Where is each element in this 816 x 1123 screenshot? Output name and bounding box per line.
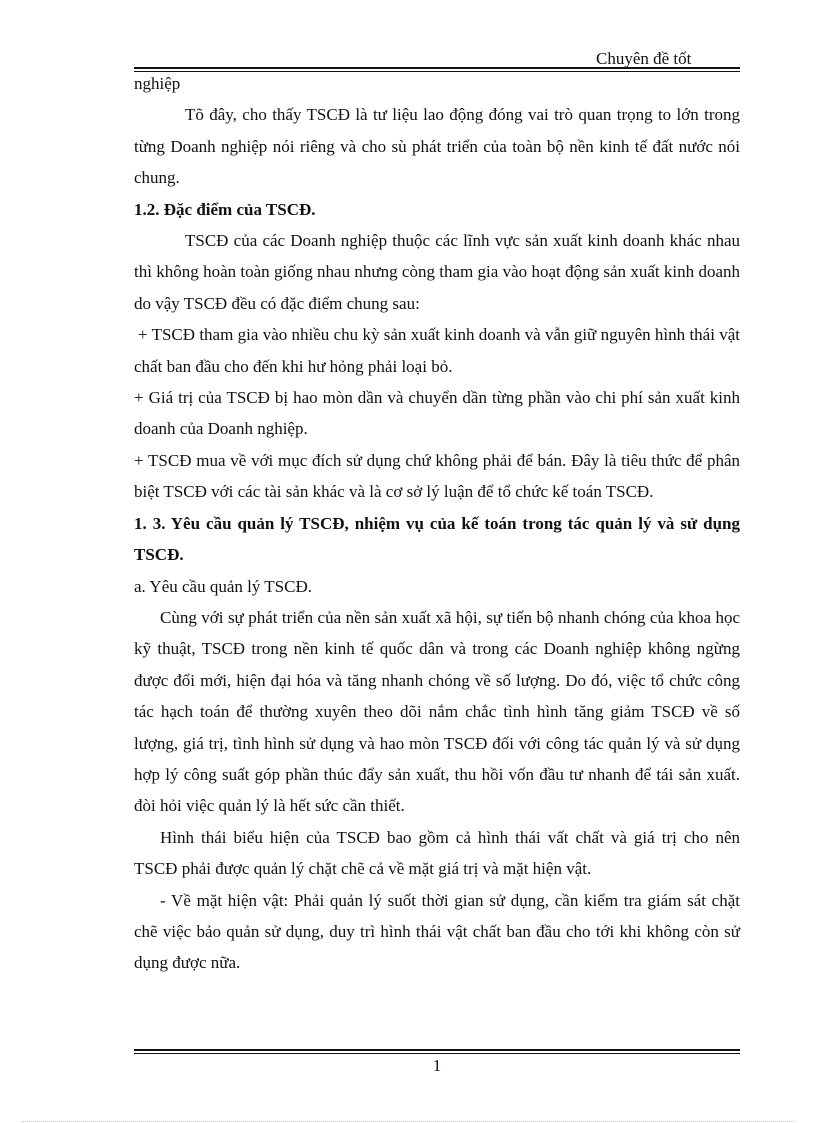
subsection-heading: a. Yêu cầu quản lý TSCĐ.	[134, 576, 312, 596]
footer-rule-thick	[134, 1049, 740, 1051]
section-heading: 1.2. Đặc điểm của TSCĐ.	[134, 199, 316, 219]
running-header: Chuyên đề tốt	[596, 49, 692, 68]
paragraph: Tõ đây, cho thấy TSCĐ là tư liệu lao động đóng vai trò quan trọng to lớn trong từng Doanh nghiệp nói riêng và cho sù phát triển của toàn bộ nền kinh tế đất nước nói chung.	[134, 105, 740, 188]
footer-rule-thin	[134, 1053, 740, 1054]
document-body	[134, 68, 740, 979]
bullet-item: + TSCĐ mua về với mục đích sử dụng chứ không phải để bán. Đây là tiêu thức để phân biệt TSCĐ với các tài sản khác và là cơ sở lý luận để tổ chức kế toán TSCĐ.	[134, 450, 740, 502]
paragraph: TSCĐ của các Doanh nghiệp thuộc các lĩnh vực sản xuất kinh doanh khác nhau thì không hoàn toàn giống nhau nhưng còng tham gia vào hoạt động sản xuất kinh doanh do vậy TSCĐ đều có đặc điểm chung sau:	[134, 231, 740, 313]
paragraph: Cùng với sự phát triển của nền sản xuất xã hội, sự tiến bộ nhanh chóng của khoa học kỹ thuật, TSCĐ trong nền kinh tế quốc dân và trong các Doanh nghiệp không ngừng được đổi mới, hiện đại hóa và tăng nhanh chóng về số lượng. Do đó, việc tổ chức công tác hạch toán để thường xuyên theo dõi nắm chắc tình hình tăng giảm TSCĐ về số lượng, giá trị, tình hình sử dụng và hao mòn TSCĐ đối với công tác quản lý và sử dụng hợp lý công suất góp phần thúc đẩy sản xuất, thu hồi vốn đầu tư nhanh để tái sản xuất. đòi hỏi việc quản lý là hết sức cần thiết.	[134, 607, 740, 816]
paragraph-continuation: nghiệp	[134, 74, 181, 93]
paragraph: Hình thái biểu hiện của TSCĐ bao gồm cả hình thái vất chất và giá trị cho nên TSCĐ phải được quản lý chặt chẽ cả về mặt giá trị và mặt hiện vật.	[134, 827, 740, 879]
page-boundary	[22, 1121, 794, 1122]
bullet-item: + Giá trị của TSCĐ bị hao mòn dần và chuyển dần từng phần vào chi phí sản xuất kinh doanh của Doanh nghiệp.	[134, 388, 740, 439]
page-number: 1	[432, 1056, 442, 1075]
bullet-item: + TSCĐ tham gia vào nhiều chu kỳ sản xuất kinh doanh và vẫn giữ nguyên hình thái vật chất ban đầu cho đến khi hư hỏng phải loại bỏ.	[134, 325, 740, 376]
paragraph: - Về mặt hiện vật: Phải quản lý suốt thời gian sử dụng, cần kiểm tra giám sát chặt chẽ việc bảo quản sử dụng, duy trì hình thái vật chất ban đầu cho tới khi không còn sử dụng được nữa.	[134, 890, 740, 973]
section-heading: 1. 3. Yêu cầu quản lý TSCĐ, nhiệm vụ của kế toán trong tác quản lý và sử dụng TSCĐ.	[134, 513, 740, 565]
